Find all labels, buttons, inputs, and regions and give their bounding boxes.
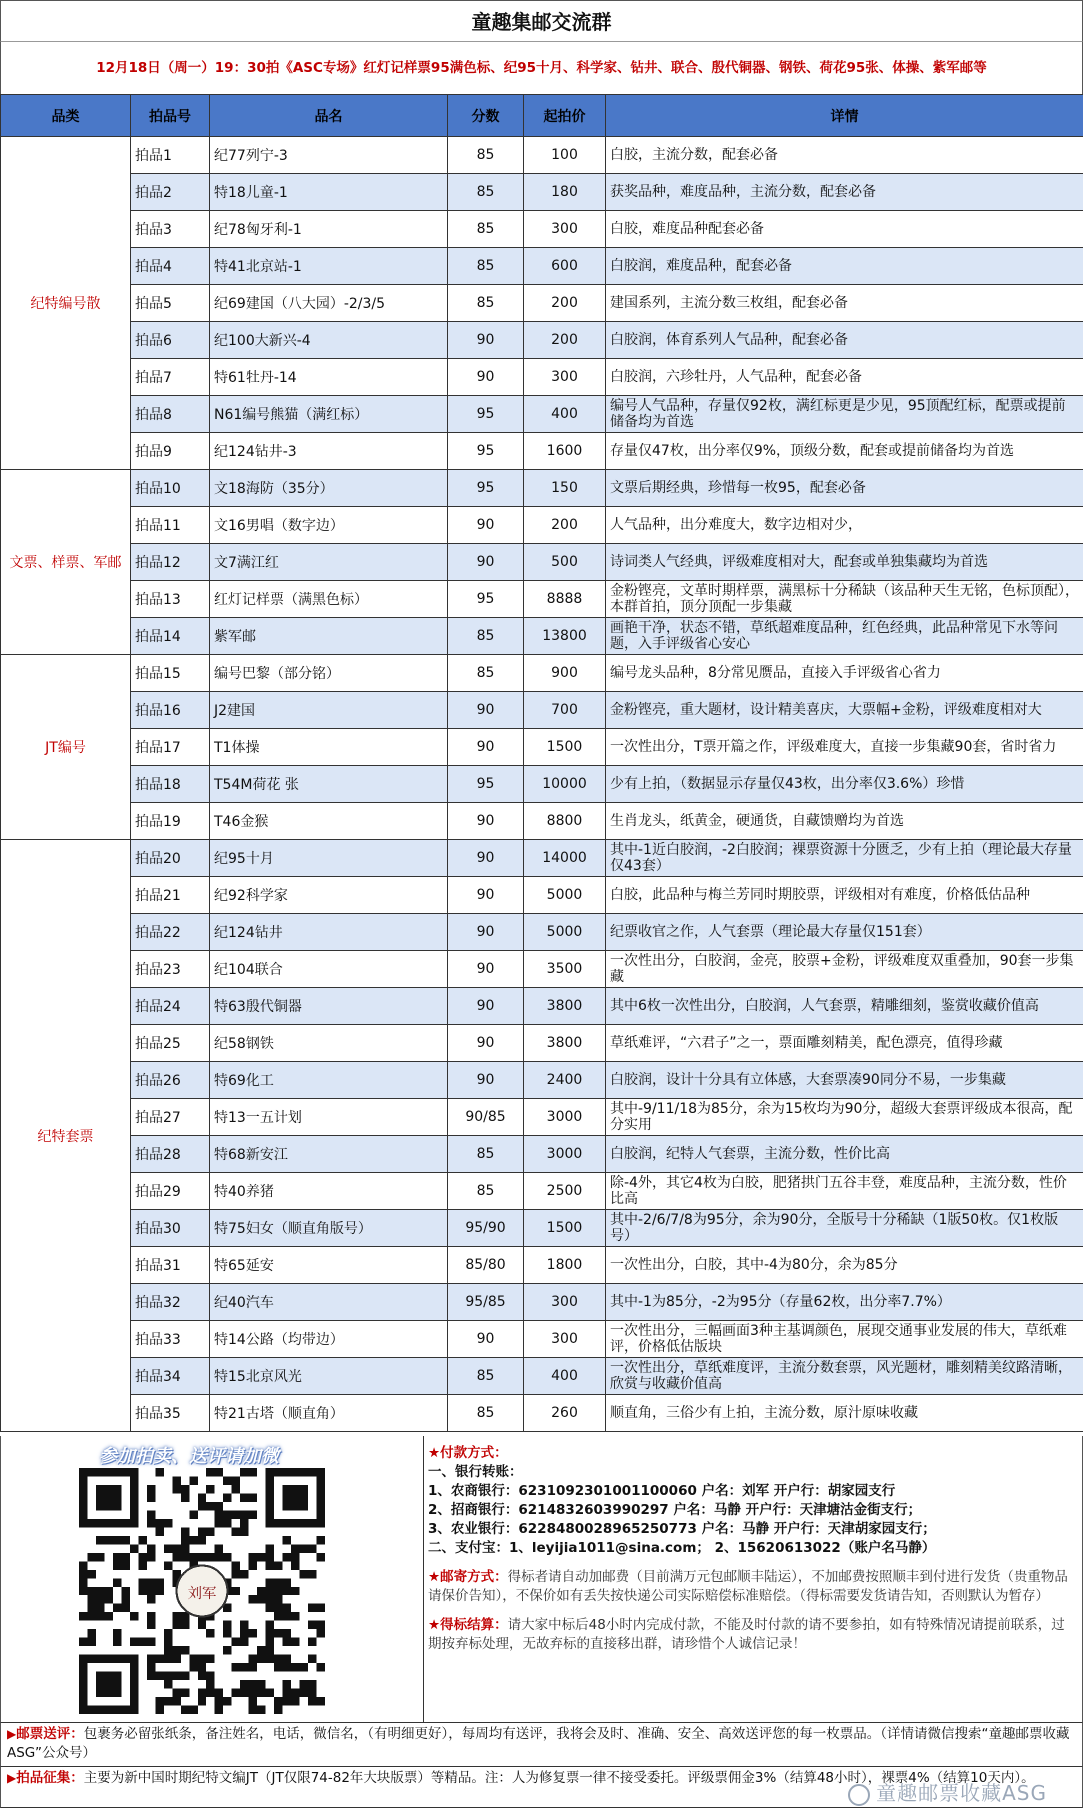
score-cell: 90 — [448, 803, 524, 840]
bank-transfer-label: 一、银行转账： — [428, 1464, 523, 1480]
table-row — [1, 1395, 1083, 1432]
score-cell: 90 — [448, 322, 524, 359]
score-cell: 85/80 — [448, 1247, 524, 1284]
table-row — [1, 1321, 1083, 1358]
lot-number-cell: 拍品35 — [131, 1395, 210, 1432]
lot-number-cell: 拍品26 — [131, 1062, 210, 1099]
table-row — [1, 877, 1083, 914]
detail-cell: 白胶润，纪特人气套票，主流分数，性价比高 — [606, 1136, 1083, 1173]
lot-number-cell: 拍品32 — [131, 1284, 210, 1321]
lot-number-cell: 拍品25 — [131, 1025, 210, 1062]
collection-text: 主要为新中国时期纪特文编JT（JT仅限74-82年大块版票）等精品。注：人为修复票一律不接受委托。评级票佣金3%（结算48小时），裸票4%（结算10天内）。 — [83, 1770, 1035, 1786]
start-price-cell: 3000 — [524, 1136, 606, 1173]
table-row — [1, 285, 1083, 322]
detail-cell: 白胶润，设计十分具有立体感，大套票凑90同分不易，一步集藏 — [606, 1062, 1083, 1099]
lot-number-cell: 拍品1 — [131, 137, 210, 174]
start-price-cell: 600 — [524, 248, 606, 285]
item-name-cell: 特13一五计划 — [210, 1099, 448, 1136]
table-row — [1, 544, 1083, 581]
collection-heading: 拍品征集： — [16, 1770, 84, 1786]
lot-number-cell: 拍品23 — [131, 951, 210, 988]
detail-cell: 建国系列，主流分数三枚组，配套必备 — [606, 285, 1083, 322]
score-cell: 90 — [448, 988, 524, 1025]
start-price-cell: 100 — [524, 137, 606, 174]
detail-cell: 获奖品种，难度品种，主流分数，配套必备 — [606, 174, 1083, 211]
score-cell: 95 — [448, 470, 524, 507]
detail-cell: 金粉铿亮，重大题材，设计精美喜庆，大票幅+金粉，评级难度相对大 — [606, 692, 1083, 729]
item-name-cell: 纪95十月 — [210, 840, 448, 877]
shipping-text: 得标者请自动加邮费（目前满万元包邮顺丰陆运），不加邮费按照顺丰到付进行发货（贵重物品请保价告知），不保价如有丢失按快递公司实际赔偿标准赔偿。（得标需要发货请告知，否则默认为暂存） — [428, 1569, 1068, 1604]
lot-number-cell: 拍品28 — [131, 1136, 210, 1173]
detail-cell: 文票后期经典，珍惜每一枚95，配套必备 — [606, 470, 1083, 507]
page-title: 童趣集邮交流群 — [0, 0, 1083, 42]
table-row — [1, 1358, 1083, 1395]
table-row — [1, 1284, 1083, 1321]
lot-number-cell: 拍品16 — [131, 692, 210, 729]
start-price-cell: 500 — [524, 544, 606, 581]
detail-cell: 其中-2/6/7/8为95分，余为90分，全版号十分稀缺（1版50枚。仅1枚版号） — [606, 1210, 1083, 1247]
column-header: 详情 — [606, 95, 1083, 137]
lot-number-cell: 拍品33 — [131, 1321, 210, 1358]
lot-number-cell: 拍品20 — [131, 840, 210, 877]
category-cell: JT编号 — [1, 655, 131, 840]
table-body — [1, 137, 1083, 1432]
table-row — [1, 1062, 1083, 1099]
table-row — [1, 137, 1083, 174]
column-header: 拍品号 — [131, 95, 210, 137]
item-name-cell: 特15北京风光 — [210, 1358, 448, 1395]
table-row — [1, 951, 1083, 988]
detail-cell: 其中-1为85分，-2为95分（存量62枚，出分率7.7%） — [606, 1284, 1083, 1321]
detail-cell: 白胶润，六珍牡丹，人气品种，配套必备 — [606, 359, 1083, 396]
watermark — [848, 1777, 1047, 1806]
wechat-account-icon — [848, 1784, 870, 1806]
column-header: 品类 — [1, 95, 131, 137]
score-cell: 95 — [448, 396, 524, 433]
start-price-cell: 300 — [524, 359, 606, 396]
arrow-icon: ▶ — [7, 1727, 17, 1741]
lot-number-cell: 拍品7 — [131, 359, 210, 396]
item-name-cell: 文7满江红 — [210, 544, 448, 581]
lot-number-cell: 拍品21 — [131, 877, 210, 914]
table-row — [1, 359, 1083, 396]
score-cell: 95 — [448, 581, 524, 618]
score-cell: 85 — [448, 1136, 524, 1173]
detail-cell: 一次性出分，草纸难度评，主流分数套票，风光题材，雕刻精美纹路清晰，欣赏与收藏价值高 — [606, 1358, 1083, 1395]
lot-number-cell: 拍品24 — [131, 988, 210, 1025]
shipping-block — [428, 1568, 1076, 1606]
score-cell: 95 — [448, 766, 524, 803]
start-price-cell: 2500 — [524, 1173, 606, 1210]
start-price-cell: 180 — [524, 174, 606, 211]
detail-cell: 编号人气品种，存量仅92枚，满红标更是少见，95顶配红标，配票或提前储备均为首选 — [606, 396, 1083, 433]
table-row — [1, 1136, 1083, 1173]
lot-number-cell: 拍品19 — [131, 803, 210, 840]
lot-number-cell: 拍品3 — [131, 211, 210, 248]
detail-cell: 草纸难评，“六君子”之一，票面雕刻精美，配色漂亮，值得珍藏 — [606, 1025, 1083, 1062]
start-price-cell: 8888 — [524, 581, 606, 618]
footer-section — [0, 1436, 1083, 1808]
start-price-cell: 3800 — [524, 1025, 606, 1062]
item-name-cell: 特41北京站-1 — [210, 248, 448, 285]
start-price-cell: 1800 — [524, 1247, 606, 1284]
lot-number-cell: 拍品15 — [131, 655, 210, 692]
lot-number-cell: 拍品9 — [131, 433, 210, 470]
table-row — [1, 470, 1083, 507]
item-name-cell: 特63殷代铜器 — [210, 988, 448, 1025]
detail-cell: 白胶，难度品种配套必备 — [606, 211, 1083, 248]
lot-number-cell: 拍品8 — [131, 396, 210, 433]
detail-cell: 诗词类人气经典，评级难度相对大，配套或单独集藏均为首选 — [606, 544, 1083, 581]
lot-number-cell: 拍品6 — [131, 322, 210, 359]
item-name-cell: T1体操 — [210, 729, 448, 766]
detail-cell: 一次性出分，白胶润，金亮，胶票+金粉，评级难度双重叠加，90套一步集藏 — [606, 951, 1083, 988]
lot-number-cell: 拍品4 — [131, 248, 210, 285]
item-name-cell: T54M荷花 张 — [210, 766, 448, 803]
start-price-cell: 13800 — [524, 618, 606, 655]
score-cell: 85 — [448, 285, 524, 322]
start-price-cell: 260 — [524, 1395, 606, 1432]
settlement-block — [428, 1616, 1076, 1654]
table-row — [1, 692, 1083, 729]
auction-subtitle: 12月18日（周一）19：30拍《ASC专场》红灯记样票95满色标、纪95十月、科学家、钻井、联合、殷代铜器、钢铁、荷花95张、体操、紫军邮等 — [0, 42, 1083, 94]
table-row — [1, 766, 1083, 803]
item-name-cell: N61编号熊猫（满红标） — [210, 396, 448, 433]
start-price-cell: 1500 — [524, 729, 606, 766]
start-price-cell: 900 — [524, 655, 606, 692]
item-name-cell: 红灯记样票（满黑色标） — [210, 581, 448, 618]
score-cell: 90 — [448, 692, 524, 729]
table-row — [1, 396, 1083, 433]
alipay-line: 二、支付宝：1、leyijia1011@sina.com； 2、15620613022（账户名马静） — [428, 1540, 936, 1556]
item-name-cell: 特68新安江 — [210, 1136, 448, 1173]
score-cell: 85 — [448, 174, 524, 211]
auction-table — [0, 94, 1083, 1432]
detail-cell: 其中-1近白胶润，-2白胶润；裸票资源十分匮乏，少有上拍（理论最大存量仅43套） — [606, 840, 1083, 877]
item-name-cell: 特21古塔（顺直角） — [210, 1395, 448, 1432]
detail-cell: 白胶润，体育系列人气品种，配套必备 — [606, 322, 1083, 359]
lot-number-cell: 拍品31 — [131, 1247, 210, 1284]
score-cell: 90 — [448, 1062, 524, 1099]
detail-cell: 白胶，主流分数，配套必备 — [606, 137, 1083, 174]
qr-seal-text: 刘军 — [187, 1585, 217, 1602]
start-price-cell: 300 — [524, 1284, 606, 1321]
item-name-cell: 特40养猪 — [210, 1173, 448, 1210]
lot-number-cell: 拍品17 — [131, 729, 210, 766]
qr-banner: 参加拍卖、送评请加微 — [99, 1446, 279, 1467]
lot-number-cell: 拍品18 — [131, 766, 210, 803]
lot-number-cell: 拍品29 — [131, 1173, 210, 1210]
detail-cell: 其中6枚一次性出分，白胶润，人气套票，精雕细刻，鉴赏收藏价值高 — [606, 988, 1083, 1025]
detail-cell: 一次性出分，白胶，其中-4为80分，余为85分 — [606, 1247, 1083, 1284]
item-name-cell: 纪104联合 — [210, 951, 448, 988]
score-cell: 85 — [448, 1358, 524, 1395]
detail-cell: 存量仅47枚，出分率仅9%，顶级分数，配套或提前储备均为首选 — [606, 433, 1083, 470]
settlement-heading: ★得标结算： — [428, 1617, 508, 1633]
score-cell: 85 — [448, 1173, 524, 1210]
table-row — [1, 729, 1083, 766]
item-name-cell: 特18儿童-1 — [210, 174, 448, 211]
score-cell: 90 — [448, 914, 524, 951]
start-price-cell: 1600 — [524, 433, 606, 470]
table-row — [1, 433, 1083, 470]
item-name-cell: 特61牡丹-14 — [210, 359, 448, 396]
detail-cell: 人气品种，出分难度大，数字边相对少， — [606, 507, 1083, 544]
item-name-cell: 特69化工 — [210, 1062, 448, 1099]
table-row — [1, 507, 1083, 544]
score-cell: 95/85 — [448, 1284, 524, 1321]
grading-heading: 邮票送评： — [16, 1726, 84, 1742]
table-row — [1, 1210, 1083, 1247]
table-row — [1, 1099, 1083, 1136]
score-cell: 90 — [448, 359, 524, 396]
table-row — [1, 1247, 1083, 1284]
item-name-cell: 纪92科学家 — [210, 877, 448, 914]
table-row — [1, 914, 1083, 951]
table-row — [1, 655, 1083, 692]
table-row — [1, 840, 1083, 877]
start-price-cell: 1500 — [524, 1210, 606, 1247]
lot-number-cell: 拍品34 — [131, 1358, 210, 1395]
detail-cell: 除-4外，其它4枚为白胶，肥猪拱门五谷丰登，难度品种，主流分数，性价比高 — [606, 1173, 1083, 1210]
wechat-qr-code[interactable] — [79, 1468, 325, 1714]
score-cell: 85 — [448, 655, 524, 692]
start-price-cell: 3500 — [524, 951, 606, 988]
detail-cell: 编号龙头品种，8分常见赝品，直接入手评级省心省力 — [606, 655, 1083, 692]
detail-cell: 少有上拍，（数据显示存量仅43枚，出分率仅3.6%）珍惜 — [606, 766, 1083, 803]
shipping-heading: ★邮寄方式： — [428, 1569, 508, 1585]
start-price-cell: 400 — [524, 396, 606, 433]
start-price-cell: 700 — [524, 692, 606, 729]
detail-cell: 其中-9/11/18为85分，余为15枚均为90分，超级大套票评级成本很高，配分实用 — [606, 1099, 1083, 1136]
table-row — [1, 211, 1083, 248]
table-row — [1, 174, 1083, 211]
lot-number-cell: 拍品10 — [131, 470, 210, 507]
column-header: 分数 — [448, 95, 524, 137]
table-row — [1, 248, 1083, 285]
start-price-cell: 10000 — [524, 766, 606, 803]
settlement-text: 请大家中标后48小时内完成付款，不能及时付款的请不要参拍，如有特殊情况请提前联系，过期按弃标处理，无故弃标的直接移出群，请珍惜个人诚信记录！ — [428, 1617, 1065, 1652]
score-cell: 85 — [448, 618, 524, 655]
bank-line: 3、农业银行：6228480028965250773 户名：马静 开户行：天津胡家园支行； — [428, 1521, 936, 1537]
score-cell: 90 — [448, 507, 524, 544]
table-row — [1, 618, 1083, 655]
lot-number-cell: 拍品11 — [131, 507, 210, 544]
start-price-cell: 5000 — [524, 914, 606, 951]
item-name-cell: J2建国 — [210, 692, 448, 729]
start-price-cell: 5000 — [524, 877, 606, 914]
score-cell: 95/90 — [448, 1210, 524, 1247]
item-name-cell: 纪124钻井-3 — [210, 433, 448, 470]
lot-number-cell: 拍品14 — [131, 618, 210, 655]
start-price-cell: 200 — [524, 507, 606, 544]
score-cell: 85 — [448, 137, 524, 174]
detail-cell: 纪票收官之作，人气套票（理论最大存量仅151套） — [606, 914, 1083, 951]
payment-panel — [424, 1436, 1083, 1723]
item-name-cell: 纪69建国（八大园）-2/3/5 — [210, 285, 448, 322]
score-cell: 90 — [448, 951, 524, 988]
score-cell: 85 — [448, 1395, 524, 1432]
detail-cell: 顺直角，三俗少有上拍，主流分数，原汁原味收藏 — [606, 1395, 1083, 1432]
lot-number-cell: 拍品12 — [131, 544, 210, 581]
column-header: 品名 — [210, 95, 448, 137]
table-row — [1, 322, 1083, 359]
grading-note — [0, 1723, 1083, 1767]
lot-number-cell: 拍品13 — [131, 581, 210, 618]
item-name-cell: 纪77列宁-3 — [210, 137, 448, 174]
start-price-cell: 400 — [524, 1358, 606, 1395]
table-row — [1, 803, 1083, 840]
table-row — [1, 1173, 1083, 1210]
start-price-cell: 8800 — [524, 803, 606, 840]
item-name-cell: 特65延安 — [210, 1247, 448, 1284]
item-name-cell: 编号巴黎（部分铭） — [210, 655, 448, 692]
detail-cell: 一次性出分，三幅画面3种主基调颜色，展现交通事业发展的伟大，草纸难评，价格低估版块 — [606, 1321, 1083, 1358]
detail-cell: 一次性出分，T票开篇之作，评级难度大，直接一步集藏90套，省时省力 — [606, 729, 1083, 766]
start-price-cell: 2400 — [524, 1062, 606, 1099]
table-row — [1, 1025, 1083, 1062]
column-header: 起拍价 — [524, 95, 606, 137]
lot-number-cell: 拍品5 — [131, 285, 210, 322]
detail-cell: 白胶润，难度品种，配套必备 — [606, 248, 1083, 285]
category-cell: 纪特编号散 — [1, 137, 131, 470]
lot-number-cell: 拍品2 — [131, 174, 210, 211]
score-cell: 90 — [448, 544, 524, 581]
qr-panel — [0, 1436, 424, 1723]
item-name-cell: 特14公路（均带边） — [210, 1321, 448, 1358]
score-cell: 90 — [448, 840, 524, 877]
table-header-row — [1, 95, 1083, 137]
bank-line: 2、招商银行：6214832603990297 户名：马静 开户行：天津塘沽金街支行； — [428, 1502, 922, 1518]
item-name-cell: 紫军邮 — [210, 618, 448, 655]
start-price-cell: 200 — [524, 322, 606, 359]
item-name-cell: T46金猴 — [210, 803, 448, 840]
score-cell: 85 — [448, 211, 524, 248]
score-cell: 95 — [448, 433, 524, 470]
start-price-cell: 200 — [524, 285, 606, 322]
grading-text: 包裹务必留张纸条，备注姓名，电话，微信名，（有明细更好），每周均有送评，我将会及时、准确、安全、高效送评您的每一枚票品。（详情请微信搜索“童趣邮票收藏ASG”公众号） — [7, 1726, 1070, 1761]
score-cell: 90 — [448, 877, 524, 914]
item-name-cell: 文16男唱（数字边） — [210, 507, 448, 544]
payment-heading: ★付款方式： — [428, 1445, 508, 1461]
start-price-cell: 14000 — [524, 840, 606, 877]
start-price-cell: 300 — [524, 1321, 606, 1358]
item-name-cell: 纪78匈牙利-1 — [210, 211, 448, 248]
score-cell: 90 — [448, 1321, 524, 1358]
item-name-cell: 文18海防（35分） — [210, 470, 448, 507]
lot-number-cell: 拍品22 — [131, 914, 210, 951]
category-cell: 文票、样票、军邮 — [1, 470, 131, 655]
start-price-cell: 300 — [524, 211, 606, 248]
item-name-cell: 纪58钢铁 — [210, 1025, 448, 1062]
item-name-cell: 特75妇女（顺直角版号） — [210, 1210, 448, 1247]
lot-number-cell: 拍品30 — [131, 1210, 210, 1247]
detail-cell: 生肖龙头，纸黄金，硬通货，自藏馈赠均为首选 — [606, 803, 1083, 840]
table-row — [1, 581, 1083, 618]
score-cell: 90 — [448, 729, 524, 766]
detail-cell: 画艳干净，状态不错，草纸超难度品种，红色经典，此品种常见下水等问题，入手评级省心安心 — [606, 618, 1083, 655]
lot-number-cell: 拍品27 — [131, 1099, 210, 1136]
item-name-cell: 纪40汽车 — [210, 1284, 448, 1321]
bank-line: 1、农商银行：6231092301001100060 户名：刘军 开户行：胡家园支行 — [428, 1483, 896, 1499]
item-name-cell: 纪100大新兴-4 — [210, 322, 448, 359]
detail-cell: 白胶，此品种与梅兰芳同时期胶票，评级相对有难度，价格低估品种 — [606, 877, 1083, 914]
detail-cell: 金粉铿亮，文革时期样票，满黑标十分稀缺（该品种天生无铭，色标顶配），本群首拍，顶分顶配一步集藏 — [606, 581, 1083, 618]
start-price-cell: 3800 — [524, 988, 606, 1025]
item-name-cell: 纪124钻井 — [210, 914, 448, 951]
table-row — [1, 988, 1083, 1025]
score-cell: 85 — [448, 248, 524, 285]
watermark-text: 童趣邮票收藏ASG — [876, 1781, 1047, 1805]
arrow-icon: ▶ — [7, 1771, 17, 1785]
score-cell: 90 — [448, 1025, 524, 1062]
start-price-cell: 150 — [524, 470, 606, 507]
start-price-cell: 3000 — [524, 1099, 606, 1136]
category-cell: 纪特套票 — [1, 840, 131, 1432]
score-cell: 90/85 — [448, 1099, 524, 1136]
